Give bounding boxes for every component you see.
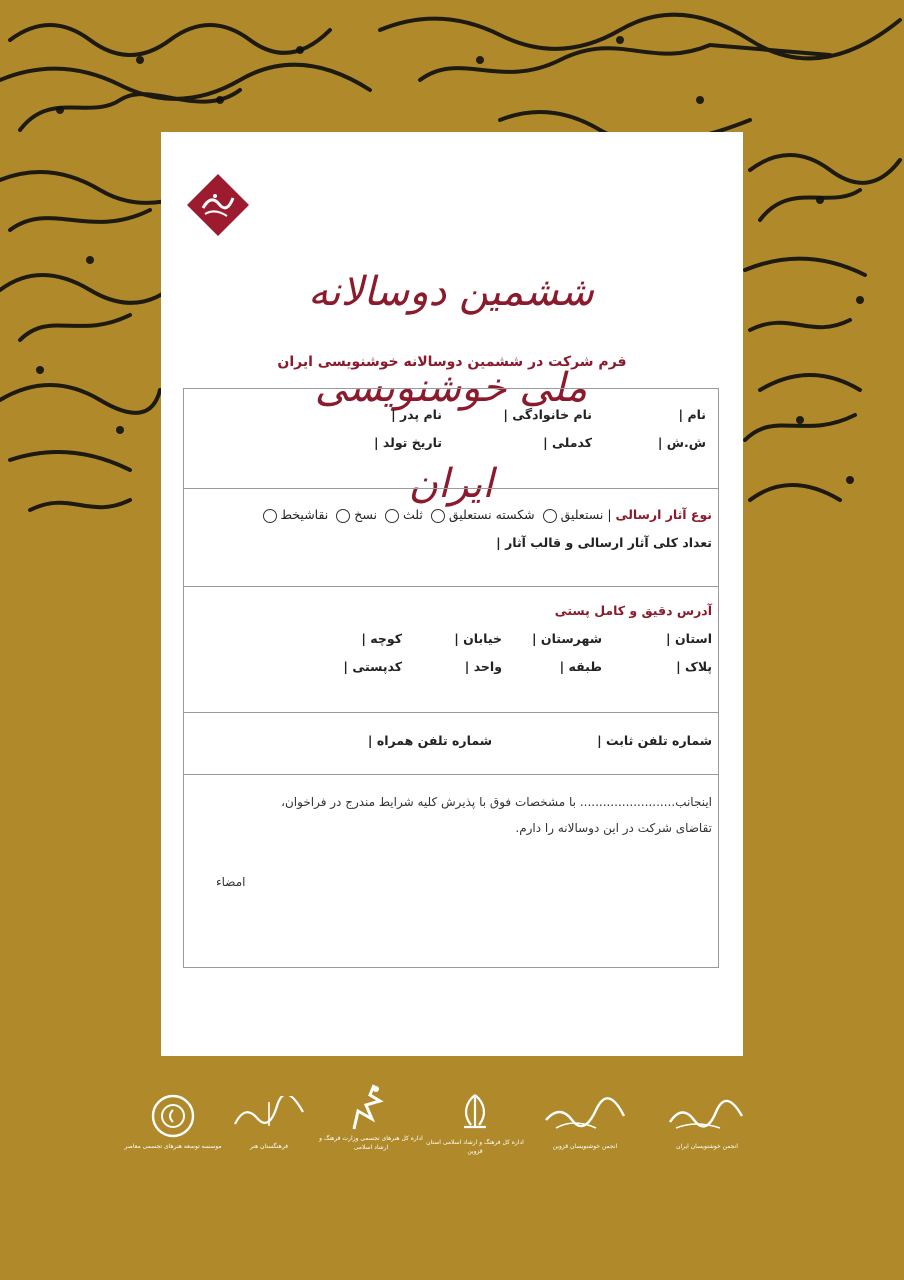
father-name-field[interactable]: نام پدر | [391, 407, 442, 422]
declaration-section [184, 775, 718, 967]
option-shekasteh[interactable]: شکسته نستعلیق [427, 507, 535, 522]
calligraphy-logo-icon [540, 1096, 630, 1136]
option-nastaliq[interactable]: نستعلیق [539, 507, 604, 522]
city-field[interactable]: شهرستان | [532, 631, 602, 646]
flower-logo-icon [149, 1092, 197, 1140]
emblem-icon [452, 1089, 498, 1135]
alley-field[interactable]: کوچه | [361, 631, 402, 646]
radio-icon[interactable] [431, 509, 445, 523]
unit-field[interactable]: واحد | [464, 659, 502, 674]
national-code-field[interactable]: کدملی | [543, 435, 592, 450]
bird-logo-icon [346, 1081, 396, 1135]
personal-info-section [184, 389, 718, 489]
registration-form [183, 388, 719, 968]
radio-icon[interactable] [543, 509, 557, 523]
form-paper [161, 132, 743, 1056]
calligraphy-logo-icon [662, 1096, 752, 1136]
birth-date-field[interactable]: تاریخ تولد | [373, 435, 442, 450]
name-field[interactable]: نام | [678, 407, 706, 422]
sponsor-qazvin-calligraphers: انجمن خوشنویسان قزوین [530, 1090, 640, 1151]
works-section [184, 489, 718, 587]
radio-icon[interactable] [385, 509, 399, 523]
sponsor-visual-arts: اداره کل هنرهای تجسمی وزارت فرهنگ و ارشاد اسلامی [316, 1082, 426, 1152]
id-number-field[interactable]: ش.ش | [657, 435, 706, 450]
sponsor-contemporary-arts: موسسه توسعه هنرهای تجسمی معاصر [118, 1090, 228, 1151]
plaque-field[interactable]: پلاک | [676, 659, 712, 674]
festival-logo [185, 172, 251, 238]
phone-section [184, 713, 718, 775]
works-count-field[interactable]: تعداد کلی آثار ارسالی و قالب آثار | [496, 535, 712, 550]
address-section [184, 587, 718, 713]
calligraphy-logo-icon [229, 1096, 309, 1136]
radio-icon[interactable] [263, 509, 277, 523]
signature-field[interactable]: امضاء [216, 875, 246, 889]
street-field[interactable]: خیابان | [454, 631, 502, 646]
landline-field[interactable]: شماره تلفن ثابت | [597, 733, 712, 748]
floor-field[interactable]: طبقه | [559, 659, 602, 674]
option-sols[interactable]: ثلث [381, 507, 423, 522]
province-field[interactable]: استان | [666, 631, 712, 646]
works-type-label: نوع آثار ارسالی [615, 507, 712, 522]
works-type-row: نوع آثار ارسالی | نستعلیق شکسته نستعلیق ثلث نسخ نقاشیخط [259, 507, 713, 523]
declaration-line-1: اینجانب......................... با مشخصات فوق با پذیرش کلیه شرایط مندرج در فراخوان، [281, 795, 712, 809]
sponsor-iran-calligraphers: انجمن خوشنویسان ایران [652, 1090, 762, 1151]
declaration-line-2: تقاضای شرکت در این دوسالانه را دارم. [515, 821, 712, 835]
mobile-field[interactable]: شماره تلفن همراه | [367, 733, 492, 748]
option-naghashikhat[interactable]: نقاشیخط [259, 507, 329, 522]
family-name-field[interactable]: نام خانوادگی | [503, 407, 592, 422]
sponsors-bar [0, 1080, 904, 1200]
sponsor-qazvin-culture: اداره کل فرهنگ و ارشاد اسلامی استان قزوین [420, 1086, 530, 1156]
address-heading: آدرس دقیق و کامل پستی [554, 603, 712, 618]
postal-code-field[interactable]: کدپستی | [343, 659, 402, 674]
radio-icon[interactable] [336, 509, 350, 523]
sponsor-academy-of-arts: فرهنگستان هنر [214, 1090, 324, 1151]
form-title: فرم شرکت در ششمین دوسالانه خوشنویسی ایران [277, 354, 627, 370]
option-naskh[interactable]: نسخ [332, 507, 377, 522]
festival-title: ششمین دوسالانه ملی خوشنویسی ایران [308, 269, 594, 507]
